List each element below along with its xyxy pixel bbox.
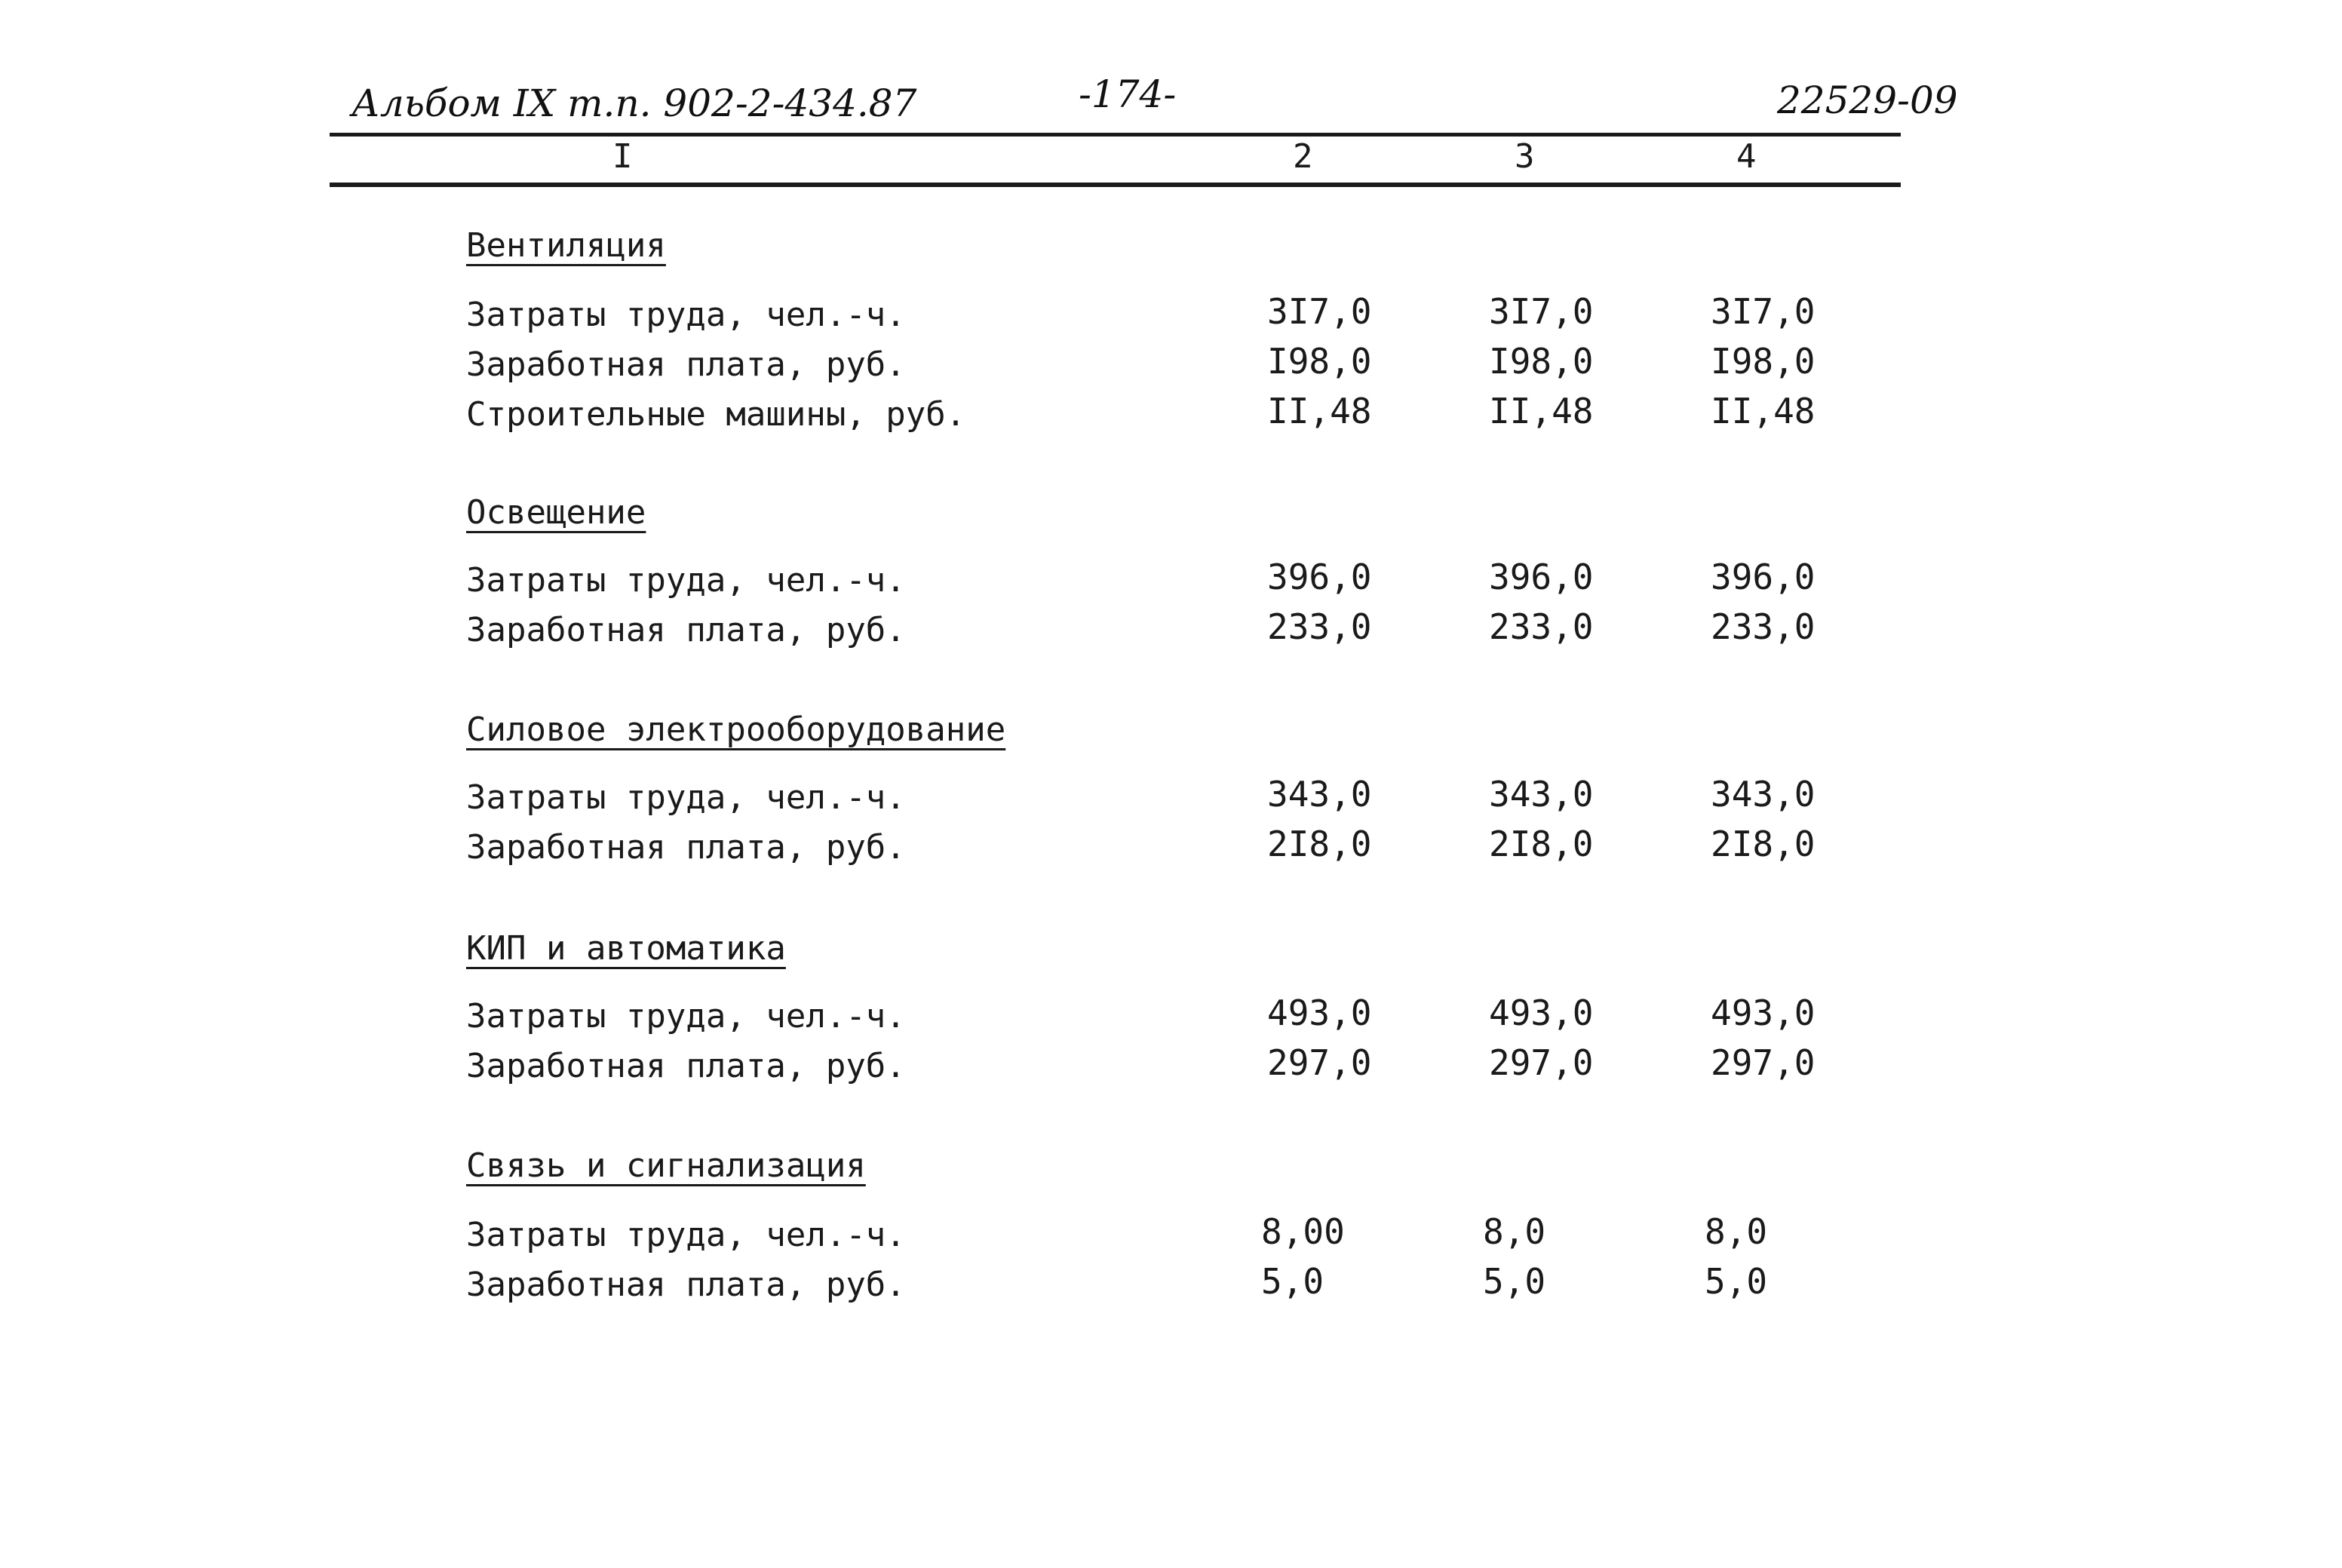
table-cell: 343,0 — [1489, 774, 1594, 815]
row-label: Заработная плата, руб. — [466, 1266, 906, 1304]
table-cell: 396,0 — [1711, 557, 1816, 597]
table-cell: I98,0 — [1267, 341, 1372, 382]
table-cell: 343,0 — [1711, 774, 1816, 815]
table-cell: 2I8,0 — [1711, 824, 1816, 864]
table-cell: 233,0 — [1489, 606, 1594, 647]
table-cell: 3I7,0 — [1711, 291, 1816, 332]
table-cell: 343,0 — [1267, 774, 1372, 815]
table-cell: 396,0 — [1489, 557, 1594, 597]
table-cell: 297,0 — [1489, 1042, 1594, 1083]
section-title: Вентиляция — [466, 226, 666, 265]
column-header-2: 2 — [1293, 137, 1313, 176]
document-code: 22529-09 — [1777, 78, 1958, 122]
section-title: Связь и сигнализация — [466, 1146, 866, 1185]
table-cell: 8,0 — [1483, 1211, 1546, 1252]
table-cell: 8,00 — [1261, 1211, 1345, 1252]
header-rule-bottom — [330, 183, 1901, 187]
row-label: Затраты труда, чел.-ч. — [466, 1216, 906, 1254]
table-cell: 5,0 — [1705, 1261, 1768, 1302]
table-cell: 493,0 — [1489, 993, 1594, 1033]
row-label: Затраты труда, чел.-ч. — [466, 997, 906, 1036]
table-cell: I98,0 — [1711, 341, 1816, 382]
table-cell: II,48 — [1489, 391, 1594, 431]
table-cell: 3I7,0 — [1267, 291, 1372, 332]
section-title: Силовое электрооборудование — [466, 710, 1006, 749]
table-cell: 5,0 — [1261, 1261, 1324, 1302]
table-cell: 3I7,0 — [1489, 291, 1594, 332]
column-header-1: I — [612, 137, 633, 176]
table-cell: 233,0 — [1711, 606, 1816, 647]
table-cell: I98,0 — [1489, 341, 1594, 382]
album-reference: Альбом IX т.п. 902-2-434.87 — [351, 81, 917, 125]
row-label: Затраты труда, чел.-ч. — [466, 778, 906, 817]
table-cell: 8,0 — [1705, 1211, 1768, 1252]
header-rule-top — [330, 133, 1901, 137]
table-cell: 233,0 — [1267, 606, 1372, 647]
row-label: Заработная плата, руб. — [466, 828, 906, 867]
row-label: Заработная плата, руб. — [466, 611, 906, 649]
row-label: Затраты труда, чел.-ч. — [466, 296, 906, 334]
table-cell: 297,0 — [1267, 1042, 1372, 1083]
table-cell: 2I8,0 — [1489, 824, 1594, 864]
section-title: КИП и автоматика — [466, 929, 786, 968]
row-label: Затраты труда, чел.-ч. — [466, 561, 906, 600]
row-label: Заработная плата, руб. — [466, 1047, 906, 1085]
row-label: Строительные машины, руб. — [466, 395, 966, 434]
table-cell: 5,0 — [1483, 1261, 1546, 1302]
column-header-3: 3 — [1515, 137, 1535, 176]
row-label: Заработная плата, руб. — [466, 345, 906, 384]
table-cell: 297,0 — [1711, 1042, 1816, 1083]
page-number: -174- — [1079, 72, 1177, 116]
section-title: Освещение — [466, 493, 646, 532]
table-cell: 396,0 — [1267, 557, 1372, 597]
table-cell: 493,0 — [1711, 993, 1816, 1033]
table-cell: II,48 — [1267, 391, 1372, 431]
column-header-4: 4 — [1736, 137, 1757, 176]
table-cell: 2I8,0 — [1267, 824, 1372, 864]
table-cell: II,48 — [1711, 391, 1816, 431]
table-cell: 493,0 — [1267, 993, 1372, 1033]
